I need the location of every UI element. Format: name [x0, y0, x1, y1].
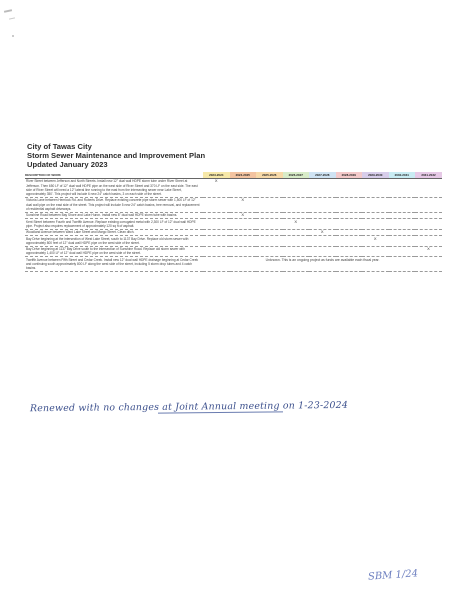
- updated-date: Updated January 2023: [27, 160, 108, 169]
- year-header: 2025-2026: [256, 172, 283, 178]
- schedule-mark: [362, 218, 389, 229]
- year-header: 2024-2025: [230, 172, 257, 178]
- schedule-mark: X: [283, 218, 310, 229]
- schedule-mark: [362, 197, 389, 212]
- year-header: 2027-2028: [309, 172, 336, 178]
- note-underline: [158, 411, 283, 413]
- schedule-mark: [309, 197, 336, 212]
- schedule-mark: [203, 197, 230, 212]
- work-description: Bay Drive beginning at 1137 Bay Drive south to the intersection of Sunshine Road. Replace old storm sewer with approximately 1,400 LF of 12" dual wall HDPE pipe on the west side of the street.: [25, 246, 203, 257]
- schedule-mark: [230, 218, 257, 229]
- schedule-mark: [230, 246, 257, 257]
- schedule-mark: [309, 178, 336, 197]
- schedule-mark: [415, 197, 442, 212]
- schedule-mark: [203, 246, 230, 257]
- work-description: Bay Drive beginning at the intersection of West Lake Street, south to 1137 Bay Drive. Replace old storm sewer with approximately 800 feet of 12" dual wall HDPE pipe on the west side of the street.: [25, 235, 203, 246]
- schedule-mark: [389, 246, 416, 257]
- schedule-mark: X: [230, 212, 257, 218]
- year-header: 2031-2032: [415, 172, 442, 178]
- schedule-mark: [415, 218, 442, 229]
- schedule-mark: [389, 218, 416, 229]
- table-row: [25, 246, 442, 257]
- schedule-mark: [256, 178, 283, 197]
- table-row: [25, 197, 442, 212]
- schedule-mark: [203, 218, 230, 229]
- note-text-after: on 1-23-2024: [282, 399, 349, 412]
- schedule-mark: [203, 235, 230, 246]
- schedule-mark: X: [309, 229, 336, 235]
- work-description: Victoria Lane between Hemlock Rd. and Roberts Drive. Replace existing concrete pipe storm sewer with 1,500 LF of 12" dual wall pipe on the east side of the street. This project will include 5 new 24" catch basins, tree removal, and replacement of residential asphalt driveways.: [25, 197, 203, 212]
- schedule-mark: [283, 246, 310, 257]
- year-header: 2030-2031: [389, 172, 416, 178]
- schedule-mark: [309, 218, 336, 229]
- schedule-mark: [362, 178, 389, 197]
- schedule-note: Unknown. This is an ongoing project as funds are available each fiscal year.: [203, 257, 442, 272]
- schedule-mark: [256, 246, 283, 257]
- work-description: River Street between Jefferson and North Streets. Install new 12" dual wall HDPE storm tube under River Street at Jefferson. Then 650 LF of 12" dual wall HDPE pipe on the west side of River Street and 370 LF on the east side. The east side of River Street will need a 12" lateral line running to the east from the intersecting sewer near Lake Street, approximately 350'. This project will include 6 new 24" catch basins, 3 on each side of the street.: [25, 178, 203, 197]
- work-description: Woodland Avenue between Ward Lake Street and Margo Street. Clean ditch.: [25, 229, 203, 235]
- schedule-mark: [256, 197, 283, 212]
- schedule-mark: [283, 178, 310, 197]
- schedule-mark: [336, 235, 363, 246]
- schedule-mark: [230, 235, 257, 246]
- schedule-mark: [336, 197, 363, 212]
- schedule-mark: [283, 235, 310, 246]
- schedule-mark: [389, 235, 416, 246]
- document-title: City of Tawas City: [27, 142, 92, 151]
- handwritten-initials: SBM 1/24: [367, 568, 419, 583]
- table-row: [25, 218, 442, 229]
- schedule-mark: [415, 178, 442, 197]
- schedule-mark: [389, 197, 416, 212]
- year-header: 2028-2029: [336, 172, 363, 178]
- plan-table: [25, 172, 442, 272]
- schedule-mark: X: [203, 178, 230, 197]
- year-header: 2023-2024: [203, 172, 230, 178]
- schedule-mark: [389, 178, 416, 197]
- schedule-mark: [283, 197, 310, 212]
- note-text-before: Renewed with no changes at: [29, 401, 173, 415]
- table-row: [25, 257, 442, 272]
- table-row: [25, 178, 442, 197]
- table-row: [25, 235, 442, 246]
- schedule-mark: [256, 218, 283, 229]
- schedule-mark: [336, 218, 363, 229]
- work-description: Kent Street between Fourth and Twelfth Avenue. Replace existing corrugated metal with 2,300 LF of 12" dual wall HDPE pipe. Project also requires replacement of approximately 120 sq ft of asphalt.: [25, 218, 203, 229]
- schedule-mark: [415, 235, 442, 246]
- year-header: 2026-2027: [283, 172, 310, 178]
- schedule-mark: [336, 178, 363, 197]
- schedule-mark: [362, 246, 389, 257]
- description-header: DESCRIPTION OF WORK: [25, 172, 203, 178]
- schedule-mark: X: [415, 246, 442, 257]
- work-description: Sunshine Road between Bay Shore and Lake Huron. Install new 8" dual wall HDPE storm tube with basins.: [25, 212, 203, 218]
- scan-speck: [9, 17, 15, 19]
- year-header: 2029-2030: [362, 172, 389, 178]
- table-body: [25, 178, 442, 271]
- scan-speck: [4, 9, 12, 13]
- schedule-mark: [230, 178, 257, 197]
- schedule-mark: [336, 246, 363, 257]
- document-header: [27, 142, 447, 169]
- note-text-underlined: Joint Annual meeting: [175, 400, 280, 413]
- schedule-mark: [256, 235, 283, 246]
- scan-speck: [12, 35, 14, 37]
- schedule-mark: X: [362, 235, 389, 246]
- schedule-mark: [309, 246, 336, 257]
- work-description: Twelfth Avenue between Fifth Street and Cedar Creek. Install new 12" dual wall HDPE drainage beginning at Cedar Creek and continuing south approximately 800 LF along the west side of the street, including 5 storm drop tubes and 4 catch basins.: [25, 257, 203, 272]
- schedule-mark: [309, 235, 336, 246]
- schedule-mark: X: [230, 197, 257, 212]
- plan-name: Storm Sewer Maintenance and Improvement Plan: [27, 151, 206, 160]
